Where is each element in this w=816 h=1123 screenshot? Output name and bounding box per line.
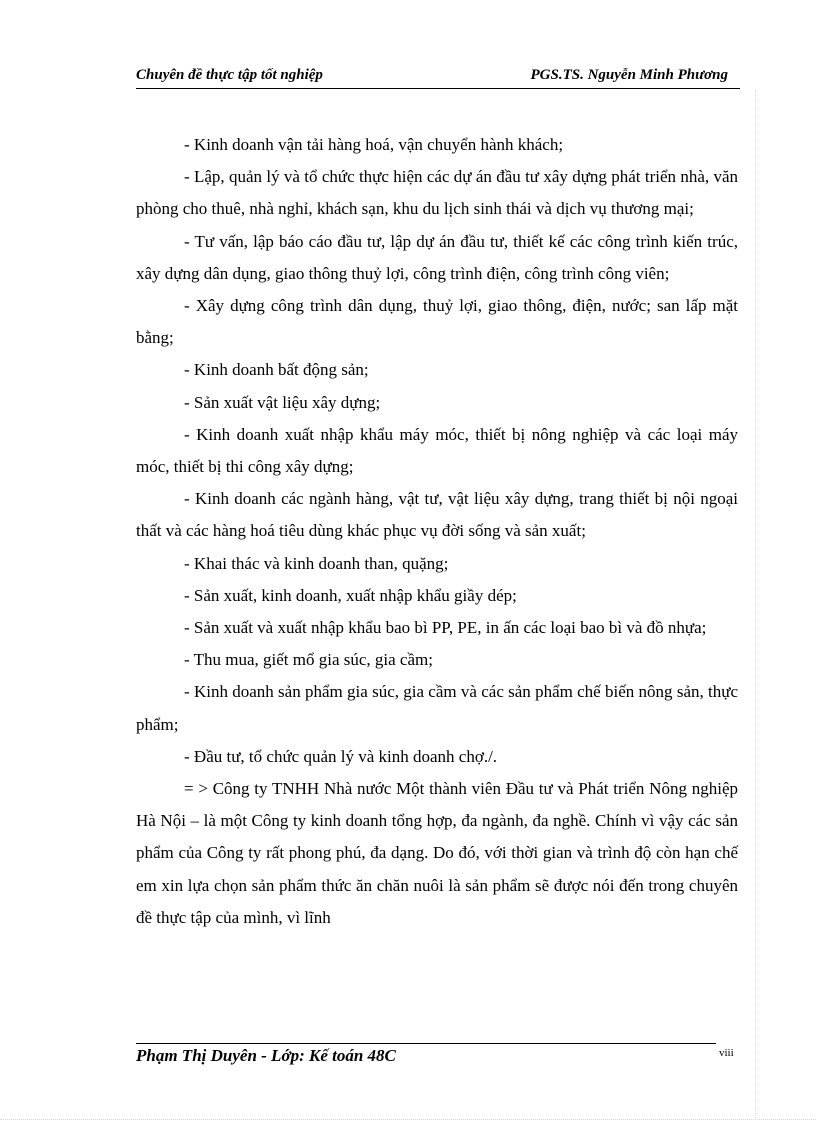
page-header: [136, 64, 738, 88]
header-supervisor: PGS.TS. Nguyễn Minh Phương: [530, 67, 728, 83]
footer-author: Phạm Thị Duyên - Lớp: Kế toán 48C: [136, 1046, 396, 1065]
header-divider: [136, 88, 740, 89]
list-item: - Xây dựng công trình dân dụng, thuỷ lợi, giao thông, điện, nước; san lấp mặt bằng;: [136, 296, 738, 348]
list-item: - Kinh doanh bất động sản;: [184, 360, 369, 380]
list-item: - Sản xuất và xuất nhập khẩu bao bì PP, PE, in ấn các loại bao bì và đồ nhựa;: [184, 618, 707, 638]
list-item: - Tư vấn, lập báo cáo đầu tư, lập dự án đầu tư, thiết kế các công trình kiến trúc, xây dựng dân dụng, giao thông thuỷ lợi, công trình điện, công trình công viên;: [136, 231, 738, 283]
conclusion-paragraph: = > Công ty TNHH Nhà nước Một thành viên Đầu tư và Phát triển Nông nghiệp Hà Nội – là một Công ty kinh doanh tổng hợp, đa ngành, đa nghề. Chính vì vậy các sản phẩm của Công ty rất phong phú, đa dạng. Do đó, với thời gian và trình độ còn hạn chế em xin lựa chọn sản phẩm thức ăn chăn nuôi là sản phẩm sẽ được nói đến trong chuyên đề thực tập của mình, vì lĩnh: [136, 779, 738, 927]
page-edge-horizontal: [0, 1119, 816, 1120]
list-item: - Khai thác và kinh doanh than, quặng;: [184, 553, 449, 573]
header-document-title: Chuyên đề thực tập tốt nghiệp: [136, 67, 323, 83]
list-item: - Kinh doanh xuất nhập khẩu máy móc, thiết bị nông nghiệp và các loại máy móc, thiết bị thi công xây dựng;: [136, 424, 738, 477]
list-item: - Thu mua, giết mổ gia súc, gia cầm;: [184, 650, 433, 670]
list-item: - Lập, quản lý và tổ chức thực hiện các dự án đầu tư xây dựng phát triển nhà, văn phòng cho thuê, nhà nghỉ, khách sạn, khu du lịch sinh thái và dịch vụ thương mại;: [136, 167, 738, 219]
page-number: viii: [719, 1047, 734, 1059]
list-item: - Kinh doanh vận tải hàng hoá, vận chuyển hành khách;: [184, 135, 564, 154]
page-body: [136, 129, 738, 934]
list-item: - Sản xuất, kinh doanh, xuất nhập khẩu giầy dép;: [184, 585, 517, 605]
list-item: - Đầu tư, tổ chức quản lý và kinh doanh chợ./.: [184, 746, 498, 766]
page-edge-vertical: [755, 90, 756, 1120]
list-item: - Kinh doanh sản phẩm gia súc, gia cầm và các sản phẩm chế biến nông sản, thực phẩm;: [136, 682, 738, 734]
list-item: - Sản xuất vật liệu xây dựng;: [184, 392, 381, 412]
list-item: - Kinh doanh các ngành hàng, vật tư, vật liệu xây dựng, trang thiết bị nội ngoại thất và các hàng hoá tiêu dùng khác phục vụ đời sống và sản xuất;: [136, 489, 738, 541]
